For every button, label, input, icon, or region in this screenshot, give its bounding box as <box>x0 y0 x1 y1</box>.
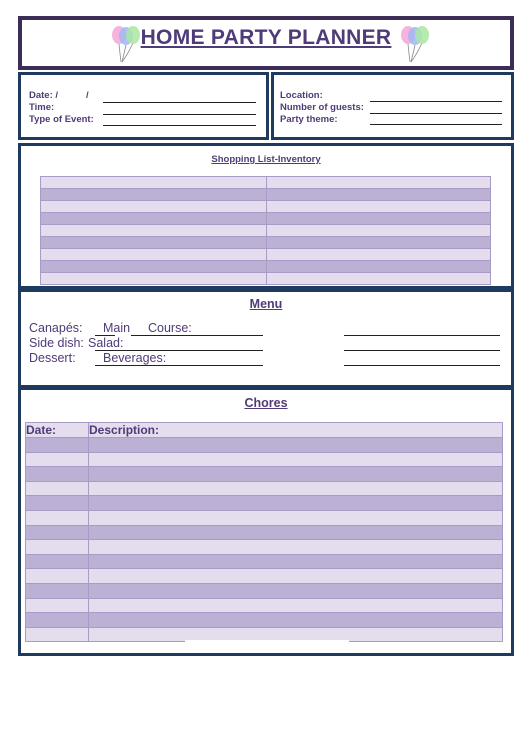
table-cell[interactable] <box>26 583 89 598</box>
table-row <box>26 496 503 511</box>
table-cell[interactable] <box>267 189 491 201</box>
table-row <box>41 237 491 249</box>
table-cell[interactable] <box>26 598 89 613</box>
dessert-label: Dessert: <box>29 351 76 365</box>
location-field[interactable] <box>370 101 502 102</box>
table-cell[interactable] <box>267 237 491 249</box>
date-field[interactable] <box>103 102 256 103</box>
table-cell[interactable] <box>41 201 267 213</box>
table-cell[interactable] <box>26 569 89 584</box>
table-cell[interactable] <box>267 273 491 285</box>
table-row <box>26 569 503 584</box>
menu-extra-field[interactable] <box>344 335 500 336</box>
chores-box <box>18 387 514 656</box>
beverages-field[interactable] <box>95 365 263 366</box>
table-row <box>41 189 491 201</box>
table-cell[interactable] <box>89 496 503 511</box>
table-cell[interactable] <box>41 177 267 189</box>
table-cell[interactable] <box>26 438 89 453</box>
main-label: Main <box>103 321 131 335</box>
column-header-description: Description: <box>89 423 503 438</box>
menu-extra-field[interactable] <box>344 350 500 351</box>
shopping-list-heading: Shopping List-Inventory <box>211 154 321 165</box>
menu-extra-field[interactable] <box>344 365 500 366</box>
table-cell[interactable] <box>89 467 503 482</box>
balloons-icon <box>399 24 433 64</box>
table-row <box>26 438 503 453</box>
table-row <box>26 510 503 525</box>
table-cell[interactable] <box>89 554 503 569</box>
table-cell[interactable] <box>41 249 267 261</box>
menu-box <box>18 289 514 388</box>
party-theme-field[interactable] <box>370 124 502 125</box>
table-cell[interactable] <box>267 213 491 225</box>
column-header-date: Date: <box>26 423 89 438</box>
table-row <box>41 213 491 225</box>
menu-heading: Menu <box>249 297 283 311</box>
table-row <box>41 273 491 285</box>
table-cell[interactable] <box>89 613 503 628</box>
page-title: HOME PARTY PLANNER <box>140 26 392 49</box>
table-row <box>26 467 503 482</box>
event-info-box <box>18 72 269 140</box>
table-row <box>41 249 491 261</box>
number-of-guests-label: Number of guests: <box>280 102 364 113</box>
table-cell[interactable] <box>26 540 89 555</box>
table-cell[interactable] <box>26 510 89 525</box>
table-cell[interactable] <box>89 569 503 584</box>
location-label: Location: <box>280 90 323 101</box>
table-row <box>26 583 503 598</box>
table-row <box>41 261 491 273</box>
table-cell[interactable] <box>26 613 89 628</box>
table-cell[interactable] <box>26 467 89 482</box>
salad-label: Salad: <box>88 336 124 350</box>
table-cell[interactable] <box>89 525 503 540</box>
shopping-list-box <box>18 143 514 289</box>
time-label: Time: <box>29 102 55 113</box>
title-box <box>18 16 514 70</box>
table-cell[interactable] <box>89 481 503 496</box>
table-cell[interactable] <box>26 452 89 467</box>
table-row <box>26 554 503 569</box>
table-header-row <box>26 423 503 438</box>
table-cell[interactable] <box>89 452 503 467</box>
number-of-guests-field[interactable] <box>370 113 502 114</box>
table-row <box>26 525 503 540</box>
table-row <box>26 598 503 613</box>
table-cell[interactable] <box>267 177 491 189</box>
table-cell[interactable] <box>267 261 491 273</box>
table-cell[interactable] <box>89 438 503 453</box>
table-cell[interactable] <box>41 213 267 225</box>
table-cell[interactable] <box>41 237 267 249</box>
type-of-event-label: Type of Event: <box>29 114 94 125</box>
time-field[interactable] <box>103 114 256 115</box>
table-cell[interactable] <box>41 273 267 285</box>
table-row <box>41 201 491 213</box>
table-cell[interactable] <box>89 583 503 598</box>
type-of-event-field[interactable] <box>103 125 256 126</box>
table-cell[interactable] <box>26 496 89 511</box>
date-slash: / <box>86 90 89 101</box>
table-cell[interactable] <box>267 225 491 237</box>
course-label: Course: <box>148 321 192 335</box>
date-label: Date: / <box>29 90 59 101</box>
table-row <box>26 540 503 555</box>
table-row <box>26 452 503 467</box>
table-cell[interactable] <box>26 554 89 569</box>
table-row <box>41 177 491 189</box>
table-row <box>26 613 503 628</box>
table-row <box>26 481 503 496</box>
table-cell[interactable] <box>267 249 491 261</box>
beverages-label: Beverages: <box>103 351 167 365</box>
table-row <box>41 225 491 237</box>
table-cell[interactable] <box>89 598 503 613</box>
party-info-box <box>271 72 514 140</box>
table-cell[interactable] <box>26 481 89 496</box>
party-theme-label: Party theme: <box>280 114 338 125</box>
chores-heading: Chores <box>244 396 288 410</box>
main-course-field[interactable] <box>131 335 263 336</box>
chores-table <box>25 422 503 642</box>
table-cell[interactable] <box>41 189 267 201</box>
table-cell[interactable] <box>41 261 267 273</box>
shopping-list-table <box>40 176 491 285</box>
table-cell[interactable] <box>89 540 503 555</box>
table-cell[interactable] <box>26 627 89 642</box>
table-cell[interactable] <box>41 225 267 237</box>
table-cell[interactable] <box>89 510 503 525</box>
canapes-label: Canapés: <box>29 321 83 335</box>
side-dish-label: Side dish: <box>29 336 84 350</box>
white-strip <box>185 640 349 643</box>
table-cell[interactable] <box>26 525 89 540</box>
table-cell[interactable] <box>267 201 491 213</box>
